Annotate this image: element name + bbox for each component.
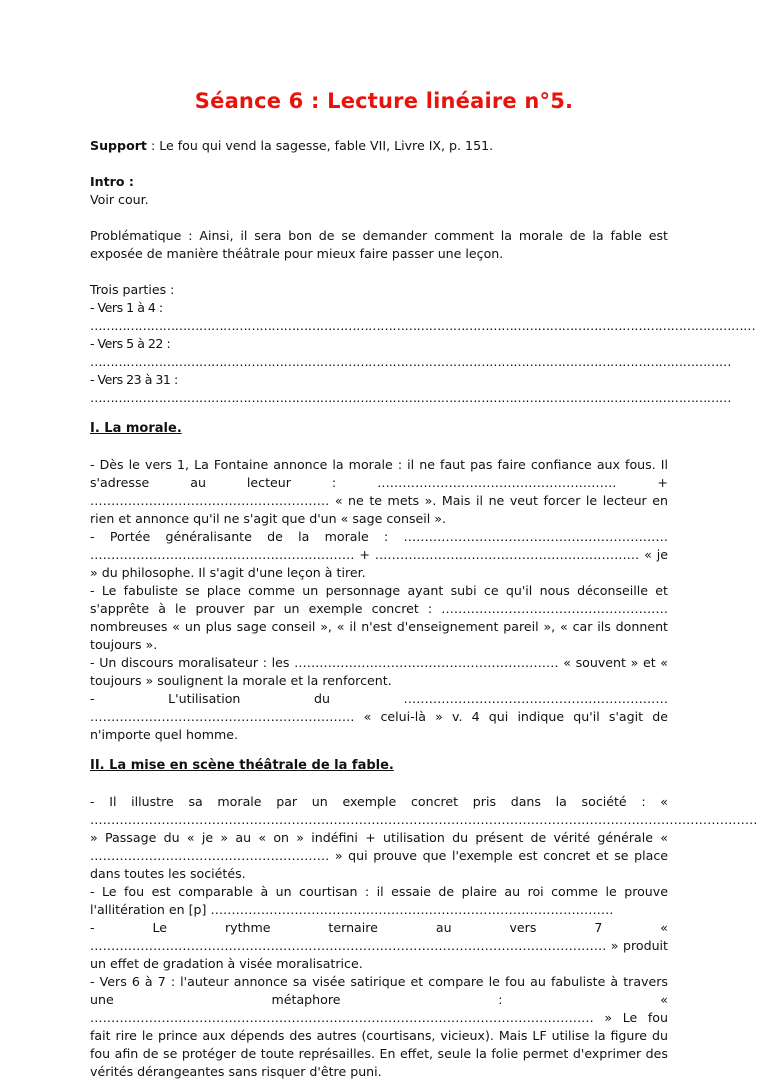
section-paragraph: - Le fabuliste se place comme un personnage ayant subi ce qu'il nous déconseille et s'apprête à le prouver par un exemple concret : ……………………………………………… nombreuses « un plus sage conseil », « il n'est d'enseignement pareil », « car ils donnent toujours ». — [90, 583, 668, 652]
section-paragraph: - Un discours moralisateur : les ……………………………………………………… « souvent » et « toujours » soulignent la morale et la renforcent. — [90, 655, 668, 688]
intro-text: Voir cour. — [90, 192, 149, 207]
support-line — [90, 137, 668, 155]
section-paragraph: - Portée généralisante de la morale : ……………………………………………………… ……………………………………………………… + ……………………………………………………… « je » du philosophe. Il s'agit d'une leçon à tirer. — [90, 529, 668, 580]
partie-item: - Vers 23 à 31 : …………………………………………………………………………………………………………………………………………… — [90, 372, 731, 405]
intro-label: Intro : — [90, 174, 134, 189]
page-title: Séance 6 : Lecture linéaire n°5. — [194, 89, 574, 113]
section-heading: I. La morale. — [90, 421, 182, 436]
partie-item: - Vers 5 à 22 : …………………………………………………………………………………………………………………………………………… — [90, 336, 731, 369]
section-paragraph: - L'utilisation du ……………………………………………………… ……………………………………………………… « celui-là » v. 4 qui indique qu'il s'agit de n'importe quel homme. — [90, 691, 668, 742]
document-body — [90, 137, 758, 1081]
support-text: : Le fou qui vend la sagesse, fable VII, Livre IX, p. 151. — [146, 138, 494, 153]
section-heading: II. La mise en scène théâtrale de la fable. — [90, 758, 394, 773]
section-paragraph: - Dès le vers 1, La Fontaine annonce la morale : il ne faut pas faire confiance aux fous. Il s'adresse au lecteur : ………………………………………………… + ………………………………………………… « ne te mets ». Mais il ne veut forcer le lecteur en rien et annonce qu'il ne s'agit que d'un « sage conseil ». — [90, 457, 668, 526]
section-paragraph: - Il illustre sa morale par un exemple concret pris dans la société : « …………………………………………………………………………………………………………………………………………… » Passage du « je » au « on » indéfini + utilisation du présent de vérité générale « ………………………………………………… » qui prouve que l'exemple est concret et se place dans toutes les sociétés. — [90, 794, 758, 881]
partie-item: - Vers 1 à 4 : ………………………………………………………………………………………………………………………………………………… — [90, 300, 756, 333]
section-paragraph: - Vers 6 à 7 : l'auteur annonce sa visée satirique et compare le fou au fabuliste à travers une métaphore : « ………………………………………………………………………………………………………… » Le fou fait rire le prince aux dépends des autres (courtisans, vicieux). Mais LF utilise la figure du fou afin de se protéger de toute représailles. En effet, seule la folie permet d'exprimer des vérités dérangeantes sans risquer d'être puni. — [90, 974, 668, 1079]
problematique-text: Problématique : Ainsi, il sera bon de se demander comment la morale de la fable est exposée de manière théâtrale pour mieux faire passer une leçon. — [90, 228, 668, 261]
parties-label: Trois parties : — [90, 282, 175, 297]
section-paragraph: - Le fou est comparable à un courtisan : il essaie de plaire au roi comme le prouve l'allitération en [p] …………………………………………………………………………………… — [90, 884, 668, 917]
support-label: Support — [90, 138, 147, 153]
section-paragraph: - Le rythme ternaire au vers 7 « …………………………………………………………………………………………………………… » produit un effet de gradation à visée moralisatrice. — [90, 920, 668, 971]
